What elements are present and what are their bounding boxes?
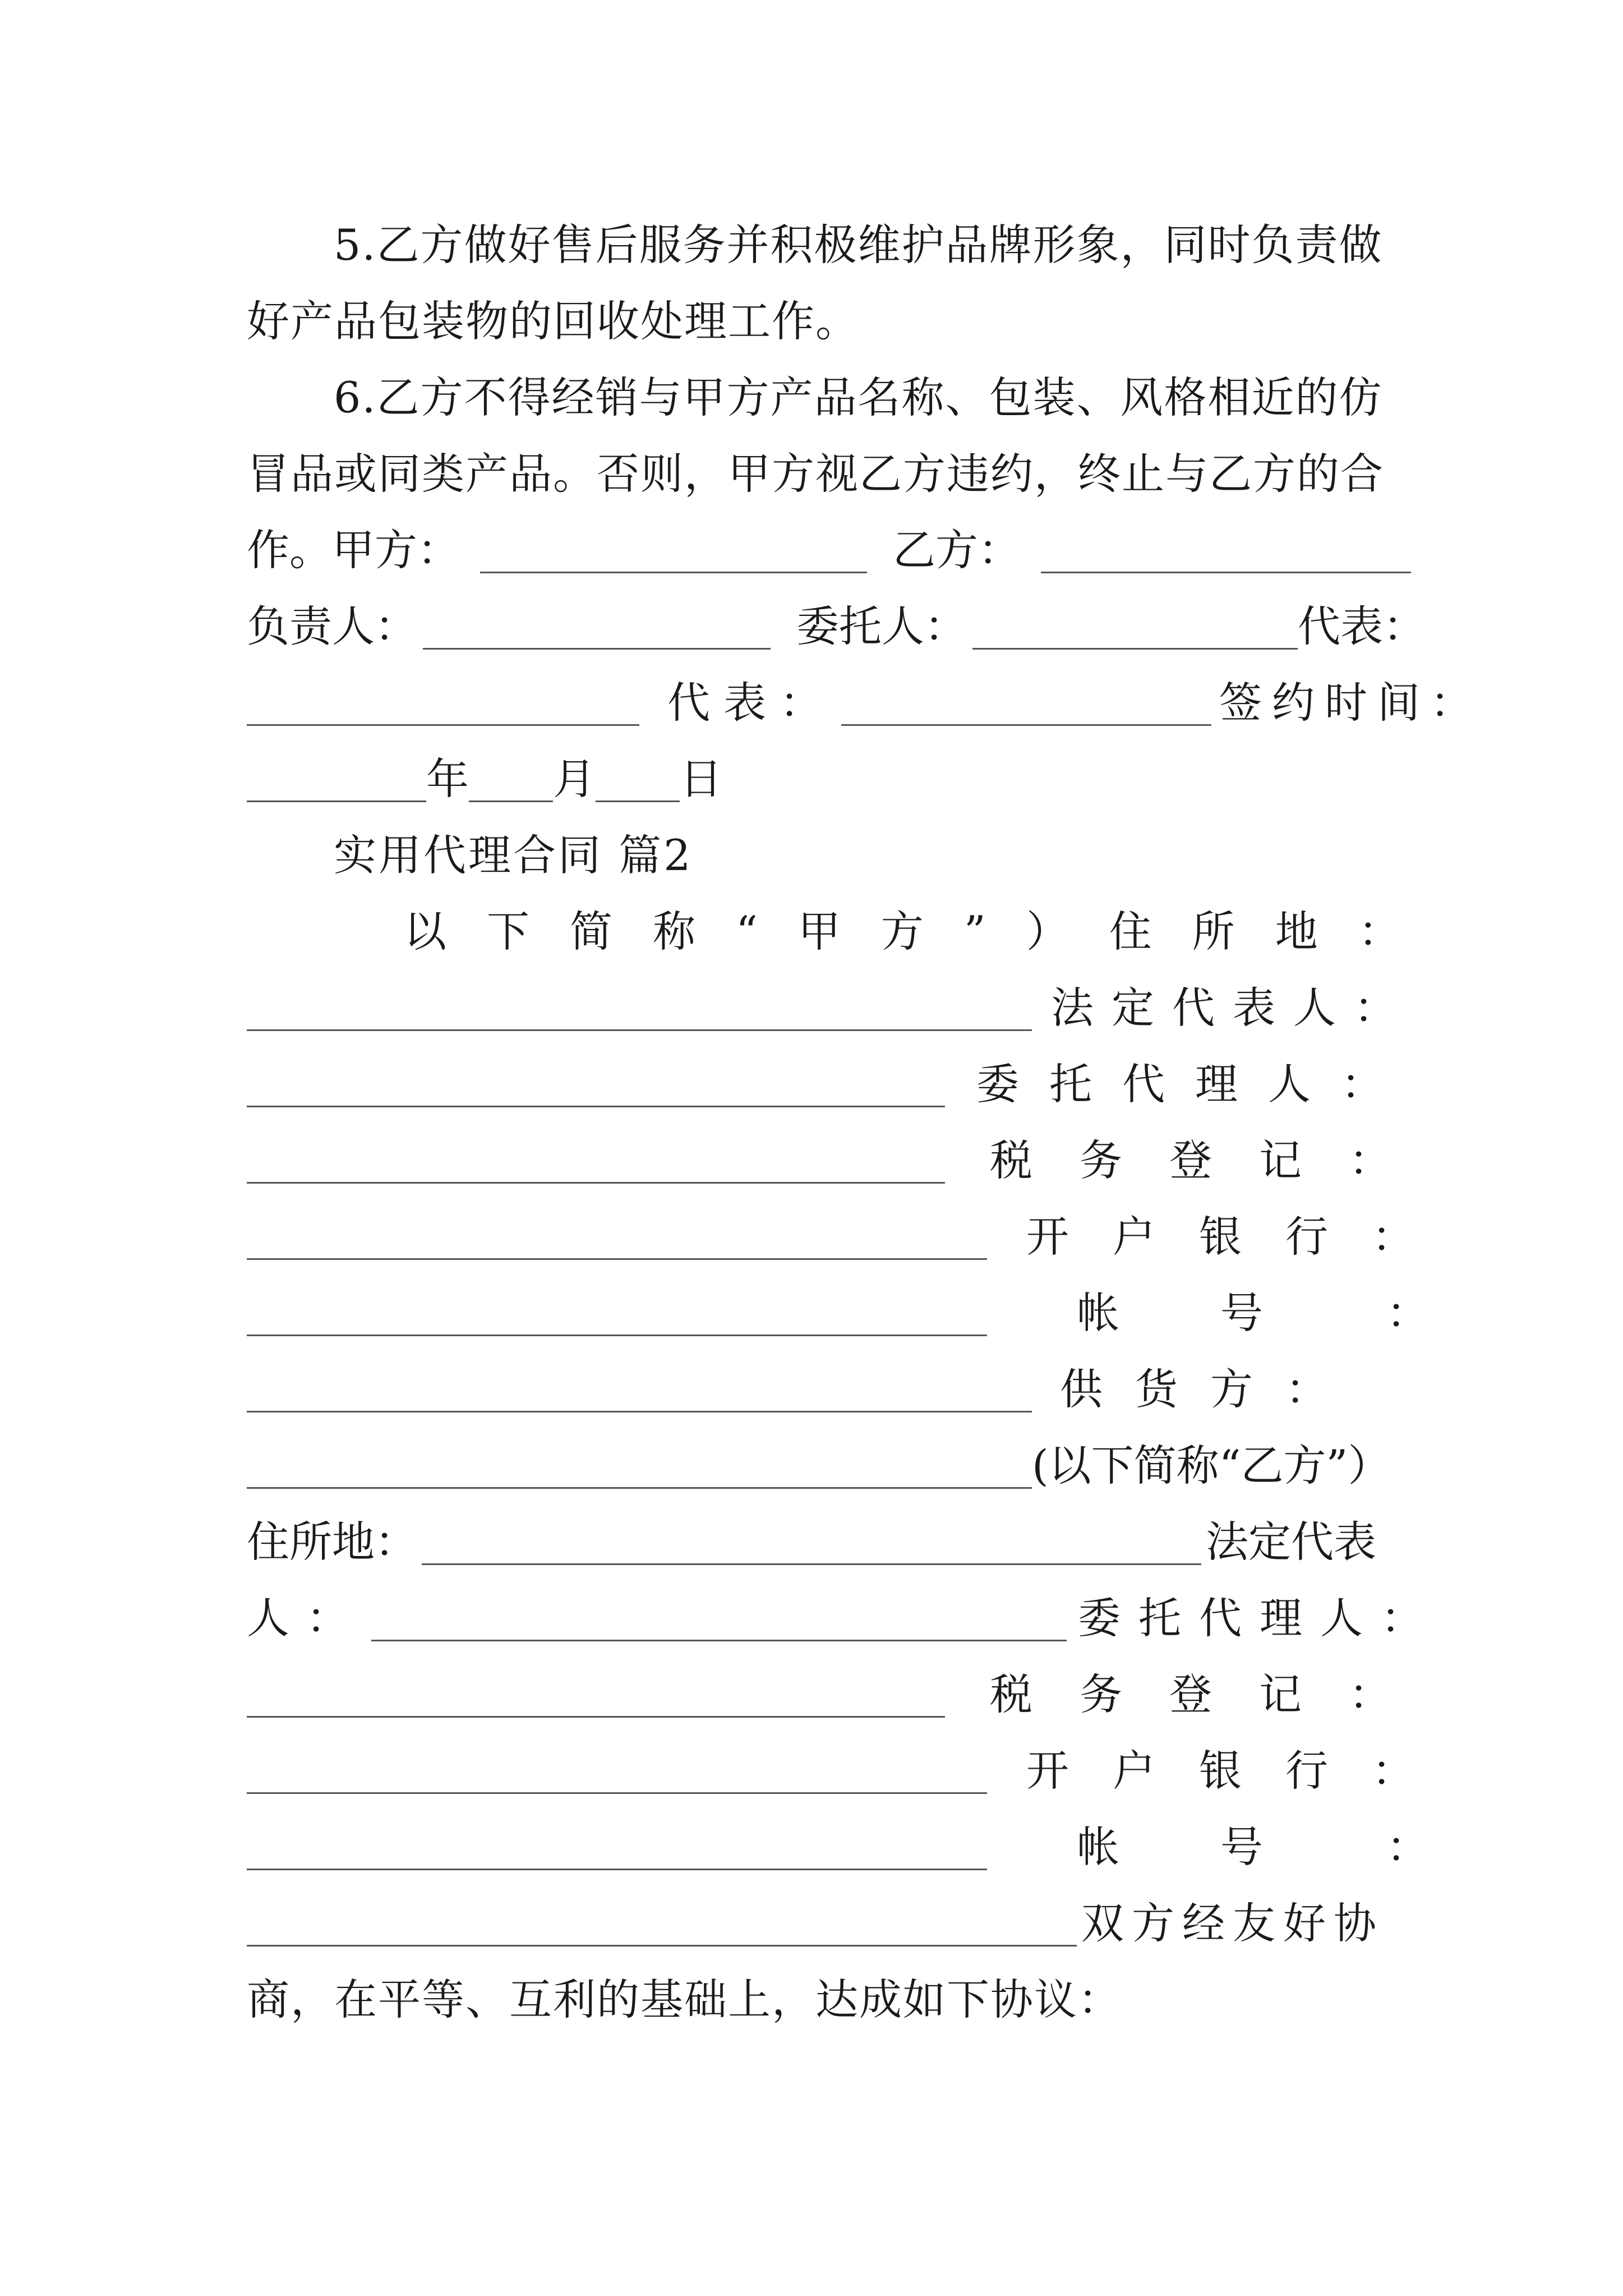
entrusted-label: 委托人： — [796, 601, 967, 651]
sign-time-label: 签约时间： — [1219, 678, 1483, 728]
text: 好产品包装物的回收处理工作。 — [247, 296, 859, 346]
party-b-bank-line — [247, 1733, 1458, 1809]
party-a-label: 作。甲方： — [247, 525, 460, 575]
party-b-account-line — [247, 1809, 1429, 1885]
blank[interactable] — [247, 1378, 1032, 1412]
blank[interactable] — [247, 1912, 1077, 1947]
blank[interactable] — [247, 1683, 945, 1718]
day-label: 日 — [680, 754, 722, 804]
blank[interactable] — [247, 1302, 987, 1336]
blank[interactable] — [247, 1149, 945, 1184]
label: 帐号 — [1077, 1822, 1364, 1872]
label: 住所地： — [247, 1517, 417, 1567]
party-a-intro-line — [404, 894, 1441, 970]
label: 税务登记： — [990, 1669, 1438, 1719]
label: 法定代表人： — [1051, 983, 1414, 1033]
party-b-blank[interactable] — [1041, 539, 1411, 573]
entrusted-blank[interactable] — [972, 615, 1298, 650]
label: 开户银行： — [1026, 1746, 1458, 1796]
blank[interactable] — [247, 1760, 987, 1794]
representative-blank-2[interactable] — [841, 692, 1211, 726]
party-b-intro-line — [247, 1428, 1390, 1504]
text: 6.乙方不得经销与甲方产品名称、包装、风格相近的仿 — [334, 372, 1383, 422]
party-a-agent-line — [247, 1046, 1414, 1122]
blank[interactable] — [371, 1607, 1067, 1641]
supplier-line — [247, 1351, 1361, 1428]
responsible-label: 负责人： — [247, 601, 417, 651]
representative-blank[interactable] — [247, 692, 639, 726]
party-a-blank[interactable] — [480, 539, 867, 573]
blank[interactable] — [247, 1226, 987, 1260]
signature-line-responsible — [247, 588, 1426, 665]
party-a-tax-line — [247, 1122, 1438, 1199]
party-a-bank-line — [247, 1199, 1458, 1275]
party-b-label: 乙方： — [893, 525, 1021, 575]
agreement-line-1 — [247, 1885, 1384, 1962]
paragraph-6-line-1 — [334, 360, 1383, 436]
year-label: 年 — [426, 754, 469, 804]
label: 税务登记： — [990, 1135, 1438, 1185]
party-b-address-line — [247, 1504, 1376, 1580]
text: 双方经友好协 — [1081, 1898, 1384, 1948]
label-2: 法定代表 — [1206, 1517, 1376, 1567]
label: 委托代理人： — [976, 1059, 1414, 1109]
agreement-line-2 — [247, 1962, 1122, 2038]
heading-text: 实用代理合同 篇2 — [334, 830, 693, 880]
text: 以下简称“甲方”）住所地： — [404, 907, 1441, 956]
label: (以下简称“乙方”） — [1032, 1441, 1391, 1490]
representative-label: 代表： — [1298, 601, 1426, 651]
party-a-legal-rep-line — [247, 970, 1414, 1046]
paragraph-5-line-1 — [334, 207, 1383, 283]
representative-label-2: 代表： — [667, 678, 836, 728]
month-blank[interactable] — [469, 768, 553, 802]
signature-line-representative — [247, 665, 1483, 741]
label: 开户银行： — [1026, 1212, 1458, 1262]
text: 冒品或同类产品。否则，甲方视乙方违约，终止与乙方的合 — [247, 449, 1384, 499]
label: 帐号 — [1077, 1288, 1364, 1338]
party-b-agent-line — [247, 1580, 1441, 1657]
year-blank[interactable] — [247, 768, 426, 802]
blank[interactable] — [247, 1073, 945, 1107]
label: 供货方： — [1060, 1364, 1361, 1414]
colon: ： — [1386, 1822, 1429, 1872]
blank[interactable] — [422, 1531, 1201, 1565]
text: 商，在平等、互利的基础上，达成如下协议： — [247, 1975, 1122, 2024]
section-heading — [334, 817, 693, 894]
signature-line-party-a — [247, 512, 1411, 588]
day-blank[interactable] — [596, 768, 680, 802]
responsible-blank[interactable] — [423, 615, 771, 650]
sign-date-line — [247, 741, 722, 817]
blank[interactable] — [247, 1455, 1032, 1489]
blank[interactable] — [247, 1836, 987, 1870]
label: 人： — [247, 1593, 366, 1643]
colon: ： — [1386, 1288, 1429, 1338]
paragraph-6-line-2 — [247, 436, 1384, 512]
party-a-account-line — [247, 1275, 1429, 1351]
party-b-tax-line — [247, 1657, 1438, 1733]
blank[interactable] — [247, 997, 1032, 1031]
paragraph-5-line-2 — [247, 283, 859, 360]
text: 5.乙方做好售后服务并积极维护品牌形象，同时负责做 — [334, 220, 1383, 270]
label-2: 委托代理人： — [1078, 1593, 1441, 1643]
month-label: 月 — [553, 754, 596, 804]
